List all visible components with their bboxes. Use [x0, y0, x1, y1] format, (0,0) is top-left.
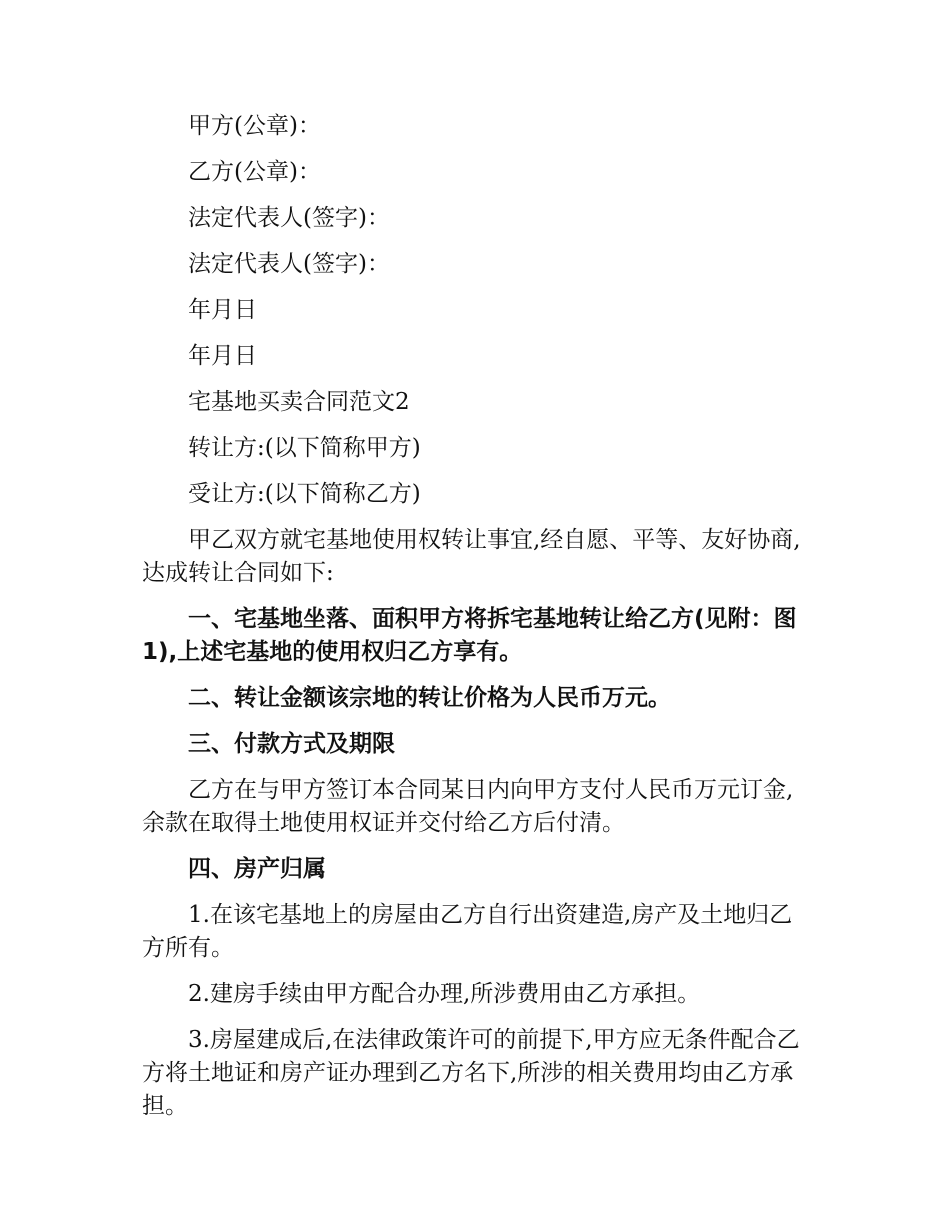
signature-party-b: 乙方(公章)： — [188, 159, 321, 185]
section-heading-2: 二、转让金额该宗地的转让价格为人民币万元。 — [188, 685, 671, 711]
legal-rep-signature-a: 法定代表人(签字)： — [188, 205, 390, 231]
property-clause-2: 2.建房手续由甲方配合办理,所涉费用由乙方承担。 — [188, 981, 701, 1007]
document-title: 宅基地买卖合同范文2 — [188, 389, 410, 415]
property-clause-1: 1.在该宅基地上的房屋由乙方自行出资建造,房产及土地归乙方所有。 — [142, 902, 793, 961]
section-heading-4: 四、房产归属 — [188, 856, 326, 882]
section-heading-1: 一、宅基地坐落、面积甲方将拆宅基地转让给乙方(见附：图1),上述宅基地的使用权归乙方享有。 — [142, 606, 797, 665]
property-clause-3: 3.房屋建成后,在法律政策许可的前提下,甲方应无条件配合乙方将土地证和房产证办理到乙方名下,所涉的相关费用均由乙方承担。 — [142, 1027, 800, 1119]
payment-paragraph: 乙方在与甲方签订本合同某日内向甲方支付人民币万元订金,余款在取得土地使用权证并交付给乙方后付清。 — [142, 777, 794, 836]
date-line-a: 年月日 — [188, 297, 257, 323]
transferor-line: 转让方:(以下简称甲方) — [188, 435, 421, 461]
document-body — [142, 110, 810, 1136]
transferee-line: 受让方:(以下简称乙方) — [188, 481, 421, 507]
section-heading-3: 三、付款方式及期限 — [188, 731, 395, 757]
date-line-b: 年月日 — [188, 343, 257, 369]
intro-paragraph: 甲乙双方就宅基地使用权转让事宜,经自愿、平等、友好协商,达成转让合同如下: — [142, 527, 801, 586]
legal-rep-signature-b: 法定代表人(签字)： — [188, 251, 390, 277]
signature-party-a: 甲方(公章)： — [188, 113, 321, 139]
